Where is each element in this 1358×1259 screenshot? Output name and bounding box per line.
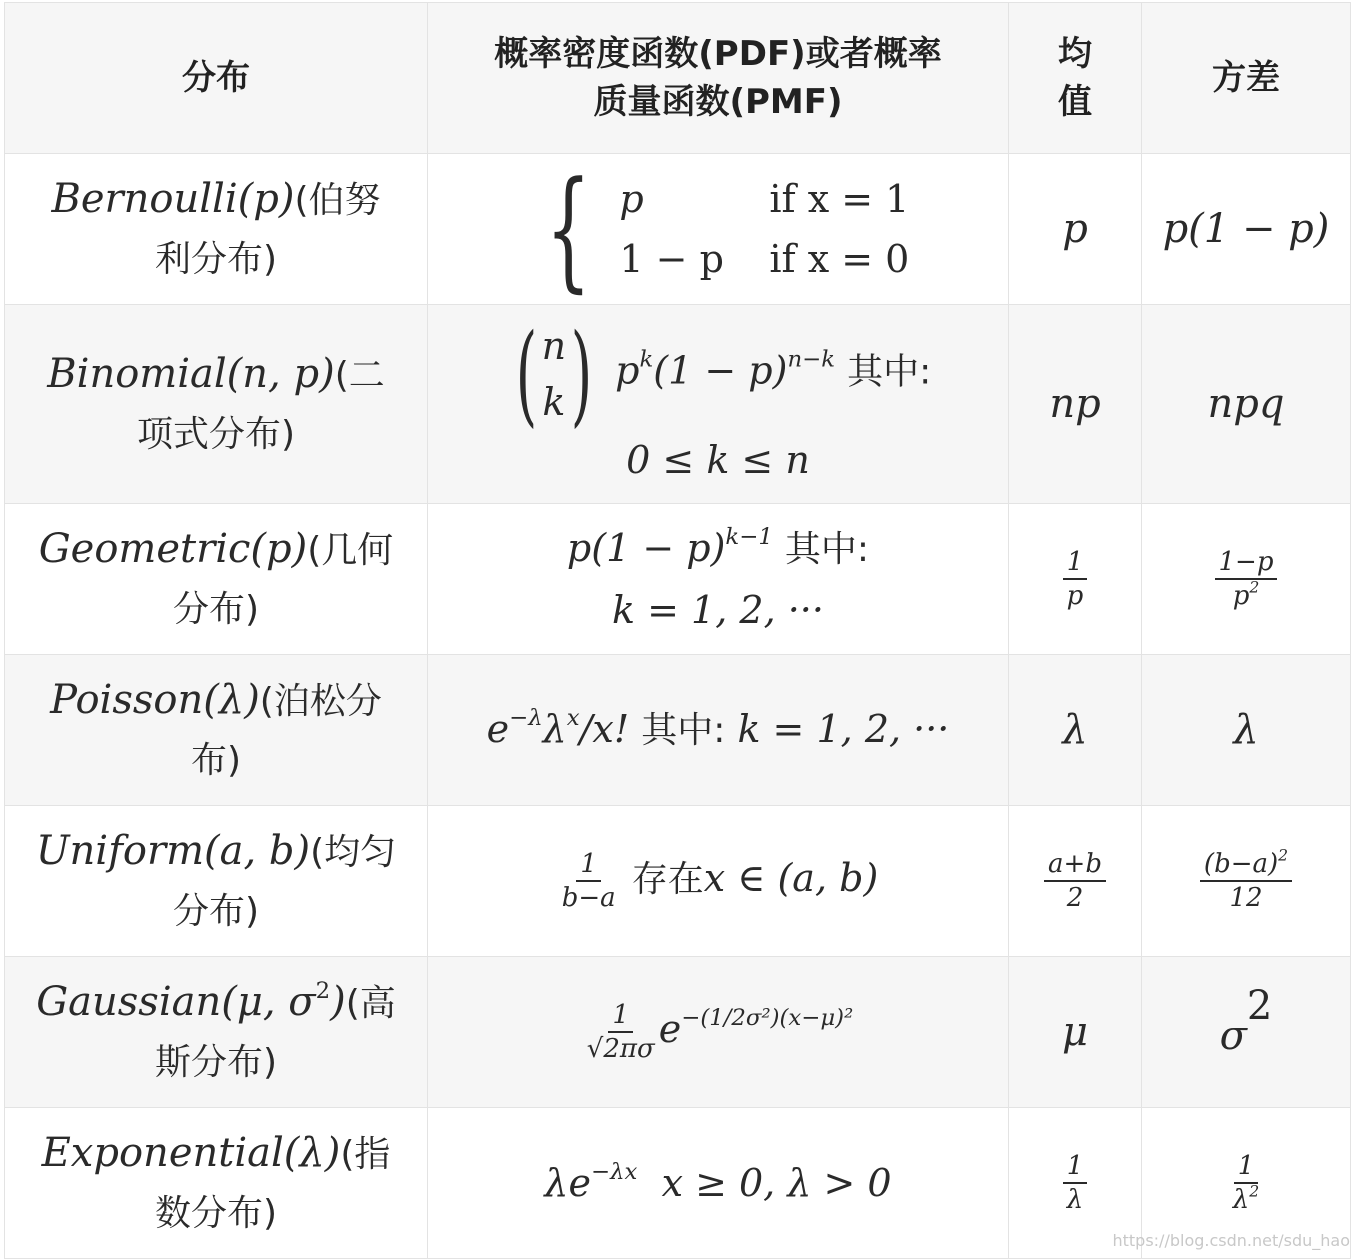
piecewise-formula: { p if x = 1 1 − p if x = 0 xyxy=(545,153,910,305)
pmf-cell: ( n k ) $p^k(1 - p)^{n-k}$ 其中: 0 ≤ k ≤ n xyxy=(428,305,1009,504)
table-row xyxy=(5,504,1351,655)
left-brace-icon: { xyxy=(545,153,591,305)
distribution-table xyxy=(4,2,1351,1259)
mean-cell: μ xyxy=(1009,957,1142,1108)
distribution-name-cell: Bernoulli(p)(伯努 利分布) xyxy=(5,154,428,305)
header-distribution: 分布 xyxy=(5,3,428,154)
mean-fraction: $\frac{1}{p}$ xyxy=(1063,546,1088,612)
header-variance: 方差 xyxy=(1142,3,1351,154)
variance-cell: $\sigma^2$ xyxy=(1142,957,1351,1108)
header-density xyxy=(428,3,1009,154)
density-fraction: $\frac{1}{b-a}$ xyxy=(561,849,616,914)
distribution-name-cell: Exponential(λ)(指 数分布) xyxy=(5,1108,428,1259)
variance-cell: p(1 − p) xyxy=(1142,154,1351,305)
distribution-table-page xyxy=(4,2,1354,1254)
table-row xyxy=(5,806,1351,957)
pmf-cell: $\lambda e^{-\lambda x}$ x ≥ 0, λ > 0 xyxy=(428,1108,1009,1259)
pmf-cell xyxy=(428,154,1009,305)
variance-fraction: $\frac{1}{\lambda^2}$ xyxy=(1232,1151,1260,1215)
pmf-cell: $\frac{1}{b-a}$ 存在x ∈ (a, b) xyxy=(428,806,1009,957)
mean-cell: p xyxy=(1009,154,1142,305)
header-mean: 均 值 xyxy=(1009,3,1142,154)
density-fraction: $\frac{1}{√2\pi\sigma}$ xyxy=(586,1000,655,1065)
header-row xyxy=(5,3,1351,154)
mean-cell: λ xyxy=(1009,655,1142,806)
mean-fraction: $\frac{1}{\lambda}$ xyxy=(1063,1150,1088,1216)
header-density-line2: 质量函数(PMF) xyxy=(593,82,843,122)
distribution-name-cell: Binomial(n, p)(二 项式分布) xyxy=(5,305,428,504)
distribution-name-cell: Geometric(p)(几何 分布) xyxy=(5,504,428,655)
variance-cell: npq xyxy=(1142,305,1351,504)
distribution-name-cell: Uniform(a, b)(均匀 分布) xyxy=(5,806,428,957)
variance-cell xyxy=(1142,504,1351,655)
mean-fraction: $\frac{a+b}{2}$ xyxy=(1044,848,1106,914)
mean-cell: np xyxy=(1009,305,1142,504)
mean-cell xyxy=(1009,504,1142,655)
table-row xyxy=(5,655,1351,806)
variance-cell: λ xyxy=(1142,655,1351,806)
binomial-coefficient: ( n k ) xyxy=(515,310,593,438)
pmf-cell: $e^{-\lambda}\lambda^x/x$! 其中: k = 1, 2, ··· xyxy=(428,655,1009,806)
pmf-cell: $p(1 - p)^{k-1}$ 其中: k = 1, 2, ··· xyxy=(428,504,1009,655)
variance-fraction: $\frac{(b-a)^2}{12}$ xyxy=(1200,848,1292,914)
table-row xyxy=(5,154,1351,305)
table-row xyxy=(5,305,1351,504)
variance-fraction: $\frac{1-p}{p^2}$ xyxy=(1215,546,1278,612)
table-row xyxy=(5,957,1351,1108)
watermark: https://blog.csdn.net/sdu_hao xyxy=(1112,1231,1350,1250)
pmf-cell: $\frac{1}{√2\pi\sigma}$ $e^{-(1/2\sigma^2)(x-\mu)^2}$ xyxy=(428,957,1009,1108)
header-density-line1: 概率密度函数(PDF)或者概率 xyxy=(494,34,942,74)
mean-cell xyxy=(1009,806,1142,957)
distribution-name-cell: Poisson(λ)(泊松分 布) xyxy=(5,655,428,806)
distribution-name-cell: Gaussian(μ, $\sigma^2$)(高 斯分布) xyxy=(5,957,428,1108)
variance-cell xyxy=(1142,806,1351,957)
